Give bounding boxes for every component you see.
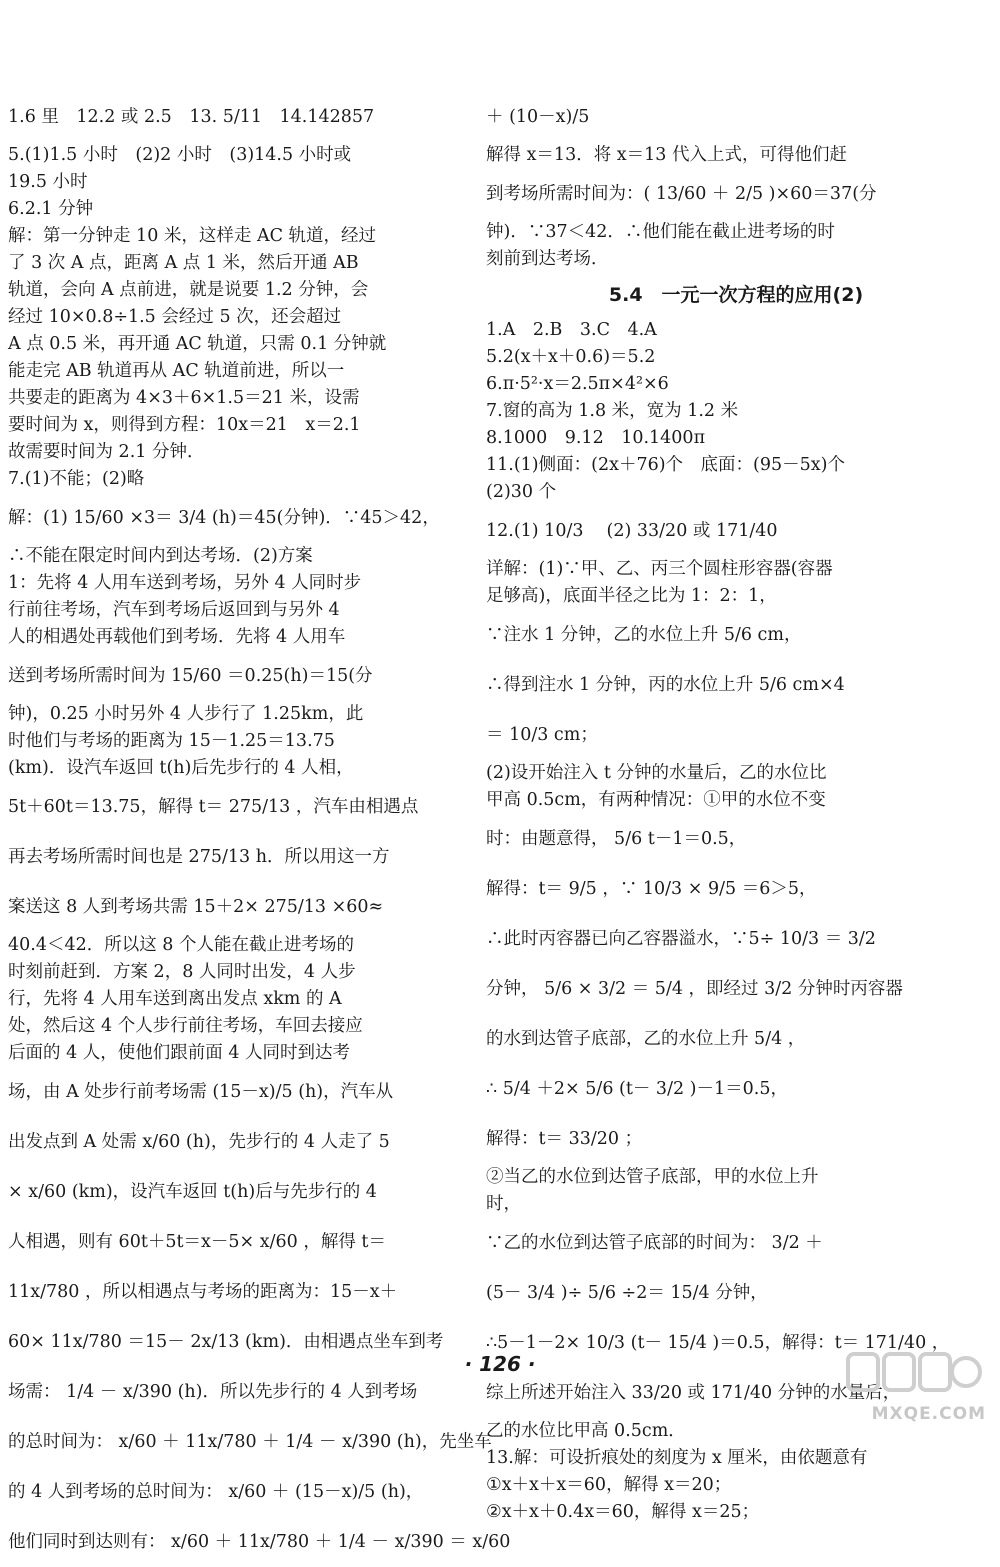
text-line: ①x＋x＋x＝60，解得 x＝20； [486, 1475, 732, 1495]
text-line: 的水到达管子底部，乙的水位上升 5/4 ， [486, 1029, 806, 1049]
text-line: ∴得到注水 1 分钟，丙的水位上升 5/6 cm×4 [486, 675, 845, 695]
text-line: ＝ 10/3 cm； [486, 725, 598, 745]
text-line: 乙的水位比甲高 0.5cm． [486, 1421, 686, 1441]
text-line: 40.4＜42．所以这 8 个人能在截止进考场的 [8, 935, 354, 955]
text-line: ∴ 5/4 ＋2× 5/6 (t－ 3/2 )－1＝0.5， [486, 1079, 788, 1099]
text-line: 送到考场所需时间为 15/60 ＝0.25(h)＝15(分 [8, 666, 373, 686]
text-line: 钟)，0.25 小时另外 4 人步行了 1.25km，此 [8, 704, 364, 724]
right-column-continuation [486, 92, 966, 273]
text-line: 他们同时到达则有： x/60 ＋ 11x/780 ＋ 1/4 － x/390 ＝ x/60 [8, 1532, 511, 1552]
text-line: 解得 x＝13．将 x＝13 代入上式，可得他们赶 [486, 145, 847, 165]
text-line: 11x/780 ，所以相遇点与考场的距离为：15－x＋ [8, 1282, 398, 1302]
text-line: (km)．设汽车返回 t(h)后先步行的 4 人相， [8, 758, 354, 778]
text-line: 场，由 A 处步行前考场需 (15－x)/5 (h)，汽车从 [8, 1082, 394, 1102]
text-line: 19.5 小时 [8, 172, 88, 192]
text-line: 故需要时间为 2.1 分钟． [8, 442, 205, 462]
text-line: 60× 11x/780 ＝15－ 2x/13 (km)．由相遇点坐车到考 [8, 1332, 444, 1352]
text-line: 时他们与考场的距离为 15－1.25＝13.75 [8, 731, 335, 751]
text-line: ＋ (10－x)/5 [486, 107, 590, 127]
text-line: 详解：(1)∵甲、乙、丙三个圆柱形容器(容器 [486, 559, 833, 579]
text-line: 案送这 8 人到考场共需 15＋2× 275/13 ×60≈ [8, 897, 384, 917]
text-line: 1.6 里 12.2 或 2.5 13. 5/11 14.142857 [8, 107, 375, 127]
text-line: 钟)．∵37＜42．∴他们能在截止进考场的时 [486, 222, 835, 242]
text-line: 了 3 次 A 点，距离 A 点 1 米，然后开通 AB [8, 253, 359, 273]
text-line: 解：(1) 15/60 ×3＝ 3/4 (h)＝45(分钟)．∵45＞42， [8, 508, 440, 528]
text-line: 刻前到达考场． [486, 249, 609, 269]
text-line: 解：第一分钟走 10 米，这样走 AC 轨道，经过 [8, 226, 377, 246]
text-line: A 点 0.5 米，再开通 AC 轨道，只需 0.1 分钟就 [8, 334, 387, 354]
text-line: 足够高)，底面半径之比为 1：2：1， [486, 586, 777, 606]
text-line: 1.A 2.B 3.C 4.A [486, 320, 657, 340]
text-line: 能走完 AB 轨道再从 AC 轨道前进，所以一 [8, 361, 345, 381]
text-line: 处，然后这 4 个人步行前往考场，车回去接应 [8, 1016, 363, 1036]
text-line: 要时间为 x，则得到方程：10x＝21 x＝2.1 [8, 415, 361, 435]
text-line: ②x＋x＋0.4x＝60，解得 x＝25； [486, 1502, 760, 1522]
text-line: 1：先将 4 人用车送到考场，另外 4 人同时步 [8, 573, 362, 593]
watermark-text: MXQE.COM [871, 1404, 986, 1424]
text-line: 时， [486, 1194, 521, 1214]
text-line: 人的相遇处再载他们到考场．先将 4 人用车 [8, 627, 346, 647]
text-line: 再去考场所需时间也是 275/13 h．所以用这一方 [8, 847, 390, 867]
text-line: 人相遇，则有 60t＋5t＝x－5× x/60 ，解得 t＝ [8, 1232, 386, 1252]
text-line: 行，先将 4 人用车送到离出发点 xkm 的 A [8, 989, 342, 1009]
text-line: 8.1000 9.12 10.1400π [486, 428, 706, 448]
text-line: 5.(1)1.5 小时 (2)2 小时 (3)14.5 小时或 [8, 145, 352, 165]
text-line: ∴此时丙容器已向乙容器溢水，∵5÷ 10/3 ＝ 3/2 [486, 929, 876, 949]
right-column [486, 92, 966, 1526]
watermark-logo-icon [844, 1348, 984, 1396]
text-line: 解得：t＝ 9/5 ，∵ 10/3 × 9/5 ＝6＞5， [486, 879, 817, 899]
text-line: 5.2(x＋x＋0.6)＝5.2 [486, 347, 656, 367]
text-line: 11.(1)侧面：(2x＋76)个 底面：(95－5x)个 [486, 455, 845, 475]
text-line: 行前往考场，汽车到考场后返回到与另外 4 [8, 600, 340, 620]
text-line: 的总时间为： x/60 ＋ 11x/780 ＋ 1/4 － x/390 (h)，先坐车 [8, 1432, 492, 1452]
text-line: 场需： 1/4 － x/390 (h)．所以先步行的 4 人到考场 [8, 1382, 418, 1402]
text-line: 5t＋60t＝13.75，解得 t＝ 275/13 ，汽车由相遇点 [8, 797, 419, 817]
text-line: 7.(1)不能；(2)略 [8, 469, 145, 489]
text-line: ∵注水 1 分钟，乙的水位上升 5/6 cm， [486, 625, 802, 645]
text-line: 6.2.1 分钟 [8, 199, 94, 219]
text-line: 时刻前赶到．方案 2，8 人同时出发，4 人步 [8, 962, 356, 982]
watermark [830, 1348, 990, 1428]
text-line: (2)设开始注入 t 分钟的水量后，乙的水位比 [486, 763, 827, 783]
text-line: 13.解：可设折痕处的刻度为 x 厘米，由依题意有 [486, 1448, 868, 1468]
text-line: 共要走的距离为 4×3＋6×1.5＝21 米，设需 [8, 388, 360, 408]
text-line: 12.(1) 10/3 (2) 33/20 或 171/40 [486, 521, 778, 541]
text-line: 轨道，会向 A 点前进，就是说要 1.2 分钟，会 [8, 280, 369, 300]
text-line: ②当乙的水位到达管子底部，甲的水位上升 [486, 1167, 819, 1187]
section-heading: 5.4 一元一次方程的应用(2) [608, 284, 864, 306]
text-line: (5－ 3/4 )÷ 5/6 ÷2＝ 15/4 分钟， [486, 1283, 768, 1303]
text-line: 出发点到 A 处需 x/60 (h)，先步行的 4 人走了 5 [8, 1132, 390, 1152]
right-column-answers [486, 317, 966, 1526]
text-line: ∴不能在限定时间内到达考场．(2)方案 [8, 546, 313, 566]
text-line: 到考场所需时间为：( 13/60 ＋ 2/5 )×60＝37(分 [486, 184, 877, 204]
page-number: · 126 · [464, 1352, 536, 1376]
text-line: 时：由题意得， 5/6 t－1＝0.5， [486, 829, 747, 849]
text-line: 甲高 0.5cm，有两种情况：①甲的水位不变 [486, 790, 826, 810]
text-line: × x/60 (km)，设汽车返回 t(h)后与先步行的 4 [8, 1182, 377, 1202]
text-line: (2)30 个 [486, 482, 557, 502]
text-line: 综上所述开始注入 33/20 或 171/40 分钟的水量后， [486, 1383, 901, 1403]
text-line: 7.窗的高为 1.8 米，宽为 1.2 米 [486, 401, 739, 421]
text-line: 的 4 人到考场的总时间为： x/60 ＋ (15－x)/5 (h)， [8, 1482, 424, 1502]
text-line: 解得：t＝ 33/20 ； [486, 1129, 643, 1149]
text-line: ∵乙的水位到达管子底部的时间为： 3/2 ＋ [486, 1233, 823, 1253]
text-line: 分钟， 5/6 × 3/2 ＝ 5/4 ，即经过 3/2 分钟时丙容器 [486, 979, 903, 999]
text-line: 后面的 4 人，使他们跟前面 4 人同时到达考 [8, 1043, 351, 1063]
text-line: 6.π·5²·x＝2.5π×4²×6 [486, 374, 669, 394]
text-line: 经过 10×0.8÷1.5 会经过 5 次，还会超过 [8, 307, 342, 327]
text-line: ∴5－1－2× 10/3 (t－ 15/4 )＝0.5，解得：t＝ 171/40 ， [486, 1333, 950, 1353]
